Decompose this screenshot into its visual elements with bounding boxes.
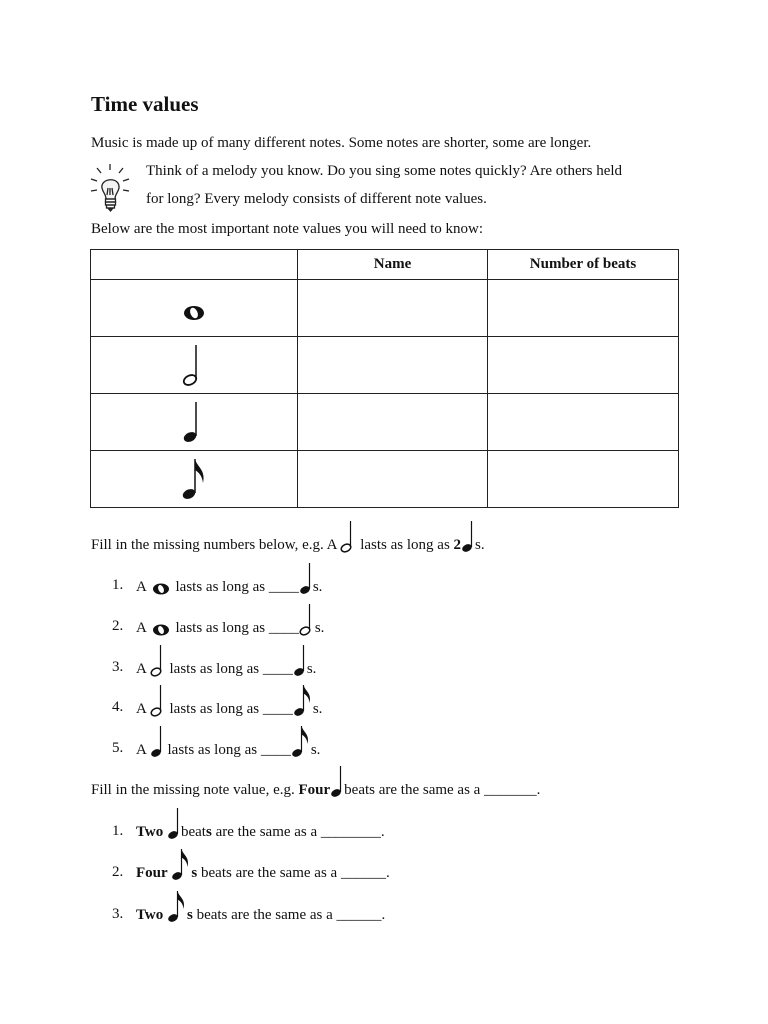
quarter-note-icon <box>461 520 475 554</box>
header-name: Name <box>298 250 488 280</box>
whole-note-icon <box>150 607 172 637</box>
note-values-table <box>90 249 679 508</box>
note-cell <box>91 394 298 451</box>
note-cell <box>91 451 298 508</box>
note-cell <box>91 337 298 394</box>
name-answer-cell[interactable] <box>298 451 488 508</box>
table-intro: Below are the most important note values you will need to know: <box>91 221 484 237</box>
name-answer-cell[interactable] <box>298 394 488 451</box>
quarter-note-icon <box>293 644 307 678</box>
intro-text: Music is made up of many different notes. Some notes are shorter, some are longer. <box>91 135 592 151</box>
beats-answer-cell[interactable] <box>488 394 679 451</box>
quarter-note-icon <box>181 400 207 444</box>
eighth-note-icon <box>167 890 187 924</box>
quarter-note-icon <box>299 562 313 596</box>
whole-note-icon <box>150 566 172 596</box>
page-title: Time values <box>91 92 199 116</box>
eighth-note-icon <box>180 457 208 501</box>
half-note-icon <box>150 684 166 718</box>
eighth-note-icon <box>171 848 191 882</box>
header-note <box>91 250 298 280</box>
table-header-row <box>91 250 679 280</box>
table-row <box>91 337 679 394</box>
section2-instruction: Fill in the missing note value, e.g. Four beats are the same as a _______. <box>91 765 540 799</box>
whole-note-icon <box>181 293 207 323</box>
table-row <box>91 451 679 508</box>
half-note-icon <box>181 343 207 387</box>
lightbulb-icon <box>88 162 134 212</box>
beats-answer-cell[interactable] <box>488 451 679 508</box>
section1-instruction: Fill in the missing numbers below, e.g. A lasts as long as 2 s. <box>91 520 485 554</box>
note-cell <box>91 280 298 337</box>
worksheet-page: Time values Music is made up of many different notes. Some notes are shorter, some are longer. Think of a melody you know. Do you sing some notes quickly? Are others held for long? Every melody consists of different note values. Below are the most important note values you will need to know: Name Number of beats Fill in the missing numbers below, e.g. A lasts as long as 2 s. 1. A lasts as long as ____ s. 2. A lasts as long as ____ s. 3. A lasts as long as ____ s. 4. A lasts as long as ____ s. 5. A lasts as long as ____ s. Fill in the missing note value, e.g. Four beats are the same as a _______. 1. Two beats are the same as a ________. 2. Four s beats are the same as a ______. 3. Two s beats are the same as a ______. <box>0 0 768 1024</box>
half-note-icon <box>150 644 166 678</box>
hint-line-2: for long? Every melody consists of different note values. <box>146 191 487 207</box>
table-row <box>91 280 679 337</box>
hint-line-1: Think of a melody you know. Do you sing some notes quickly? Are others held <box>146 163 623 179</box>
half-note-icon <box>299 603 315 637</box>
name-answer-cell[interactable] <box>298 280 488 337</box>
table-row <box>91 394 679 451</box>
beats-answer-cell[interactable] <box>488 337 679 394</box>
eighth-note-icon <box>291 725 311 759</box>
header-beats: Number of beats <box>488 250 679 280</box>
name-answer-cell[interactable] <box>298 337 488 394</box>
quarter-note-icon <box>150 725 164 759</box>
half-note-icon <box>340 520 356 554</box>
quarter-note-icon <box>330 765 344 799</box>
beats-answer-cell[interactable] <box>488 280 679 337</box>
quarter-note-icon <box>167 807 181 841</box>
eighth-note-icon <box>293 684 313 718</box>
